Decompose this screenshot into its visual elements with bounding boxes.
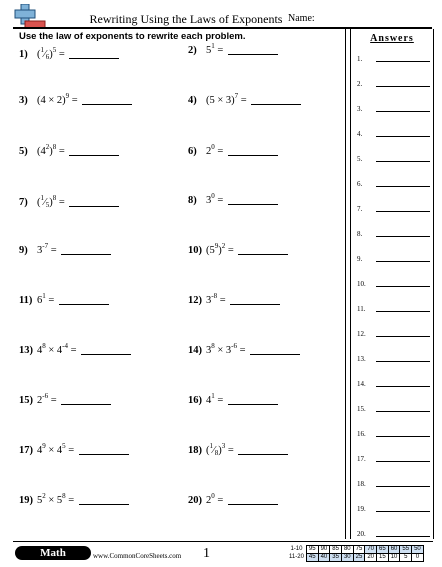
answer-number: 1.	[357, 55, 363, 63]
problem-9: 9) $3^{-7}$ =	[19, 245, 111, 256]
answer-blank[interactable]	[230, 304, 280, 305]
problems-area	[13, 29, 347, 539]
answer-blank[interactable]	[250, 354, 300, 355]
problem-19: 19) $5^2 \times 5^8$ =	[19, 495, 129, 506]
worksheet-title: Rewriting Using the Laws of Exponents	[89, 12, 283, 26]
answer-blank[interactable]	[238, 254, 288, 255]
answer-line[interactable]	[376, 411, 430, 412]
answer-row	[357, 405, 366, 413]
answer-line[interactable]	[376, 111, 430, 112]
answer-line[interactable]	[376, 461, 430, 462]
answer-line[interactable]	[376, 86, 430, 87]
answer-number: 13.	[357, 355, 366, 363]
answer-line[interactable]	[376, 386, 430, 387]
answer-row	[357, 55, 362, 63]
problem-3: 3) $(4 \times 2)^9$ =	[19, 95, 132, 106]
answer-row	[357, 380, 366, 388]
answer-number: 15.	[357, 405, 366, 413]
problem-14: 14) $3^8 \times 3^{-6}$ =	[188, 345, 300, 356]
answer-row	[357, 480, 366, 488]
answer-blank[interactable]	[69, 155, 119, 156]
problem-6: 6) $2^0$ =	[188, 146, 278, 157]
answer-row	[357, 505, 366, 513]
answer-row	[357, 130, 362, 138]
answer-line[interactable]	[376, 536, 430, 537]
score-row: 11-20 45 40 35 30 25 20 15 10 5 0	[287, 554, 423, 562]
answer-number: 16.	[357, 430, 366, 438]
answer-row	[357, 80, 362, 88]
problem-8: 8) $3^0$ =	[188, 195, 278, 206]
answer-blank[interactable]	[228, 204, 278, 205]
answer-line[interactable]	[376, 336, 430, 337]
problem-2: 2) $5^1$ =	[188, 45, 278, 56]
answer-number: 19.	[357, 505, 366, 513]
problem-11: 11) $6^1$ =	[19, 295, 109, 306]
score-table	[287, 545, 424, 562]
answer-number: 11.	[357, 305, 366, 313]
answer-number: 12.	[357, 330, 366, 338]
answer-number: 18.	[357, 480, 366, 488]
answer-line[interactable]	[376, 361, 430, 362]
answer-row	[357, 530, 366, 538]
answer-blank[interactable]	[59, 304, 109, 305]
answer-blank[interactable]	[251, 104, 301, 105]
answer-row	[357, 430, 366, 438]
problem-13: 13) $4^8 \times 4^{-4}$ =	[19, 345, 131, 356]
answer-line[interactable]	[376, 286, 430, 287]
answer-blank[interactable]	[238, 454, 288, 455]
answer-line[interactable]	[376, 186, 430, 187]
answer-line[interactable]	[376, 311, 430, 312]
answer-line[interactable]	[376, 511, 430, 512]
answer-row	[357, 280, 366, 288]
answer-number: 17.	[357, 455, 366, 463]
page-number: 1	[203, 546, 210, 561]
site-url: www.CommonCoreSheets.com	[93, 552, 182, 560]
problem-17: 17) $4^9 \times 4^5$ =	[19, 445, 129, 456]
name-label: Name:	[288, 13, 315, 24]
answer-line[interactable]	[376, 236, 430, 237]
answer-blank[interactable]	[228, 404, 278, 405]
answer-row	[357, 105, 362, 113]
answer-blank[interactable]	[69, 58, 119, 59]
answer-blank[interactable]	[81, 354, 131, 355]
subject-badge: Math	[15, 546, 91, 560]
answer-row	[357, 305, 366, 313]
answer-number: 9.	[357, 255, 363, 263]
answer-number: 7.	[357, 205, 363, 213]
problem-7: 7) $(^1⁄_5)^8$ =	[19, 197, 119, 208]
answer-number: 14.	[357, 380, 366, 388]
answer-row	[357, 455, 366, 463]
problem-1: 1) $(^1⁄_6)^5$ =	[19, 49, 119, 60]
answer-blank[interactable]	[82, 104, 132, 105]
answer-row	[357, 355, 366, 363]
answer-blank[interactable]	[79, 504, 129, 505]
answers-heading: Answers	[370, 33, 414, 44]
answer-number: 8.	[357, 230, 363, 238]
problem-10: 10) $(5^9)^2$ =	[188, 245, 288, 256]
answer-blank[interactable]	[61, 404, 111, 405]
answer-line[interactable]	[376, 486, 430, 487]
answer-line[interactable]	[376, 161, 430, 162]
footer	[13, 541, 433, 564]
answer-line[interactable]	[376, 436, 430, 437]
answer-row	[357, 205, 362, 213]
problem-18: 18) $(^1⁄_8)^3$ =	[188, 445, 288, 456]
score-row: 1-10 95 90 85 80 75 70 65 60 55 50	[287, 546, 423, 554]
answer-number: 6.	[357, 180, 363, 188]
answer-line[interactable]	[376, 61, 430, 62]
answer-number: 20.	[357, 530, 366, 538]
problem-16: 16) $4^1$ =	[188, 395, 278, 406]
answer-blank[interactable]	[228, 504, 278, 505]
instructions: Use the law of exponents to rewrite each problem.	[19, 31, 246, 42]
problem-5: 5) $(4^2)^8$ =	[19, 146, 119, 157]
answer-line[interactable]	[376, 211, 430, 212]
problem-15: 15) $2^{-6}$ =	[19, 395, 111, 406]
answer-row	[357, 180, 362, 188]
problem-4: 4) $(5 \times 3)^7$ =	[188, 95, 301, 106]
answers-column	[350, 29, 434, 539]
problem-12: 12) $3^{-8}$ =	[188, 295, 280, 306]
answer-row	[357, 230, 362, 238]
answer-row	[357, 255, 362, 263]
answer-number: 4.	[357, 130, 363, 138]
answer-blank[interactable]	[61, 254, 111, 255]
answer-number: 3.	[357, 105, 363, 113]
answer-number: 5.	[357, 155, 363, 163]
problem-20: 20) $2^0$ =	[188, 495, 278, 506]
answer-row	[357, 330, 366, 338]
answer-number: 2.	[357, 80, 363, 88]
answer-blank[interactable]	[79, 454, 129, 455]
answer-blank[interactable]	[228, 54, 278, 55]
answer-blank[interactable]	[69, 206, 119, 207]
answer-number: 10.	[357, 280, 366, 288]
answer-blank[interactable]	[228, 155, 278, 156]
answer-row	[357, 155, 362, 163]
answer-line[interactable]	[376, 136, 430, 137]
answer-line[interactable]	[376, 261, 430, 262]
